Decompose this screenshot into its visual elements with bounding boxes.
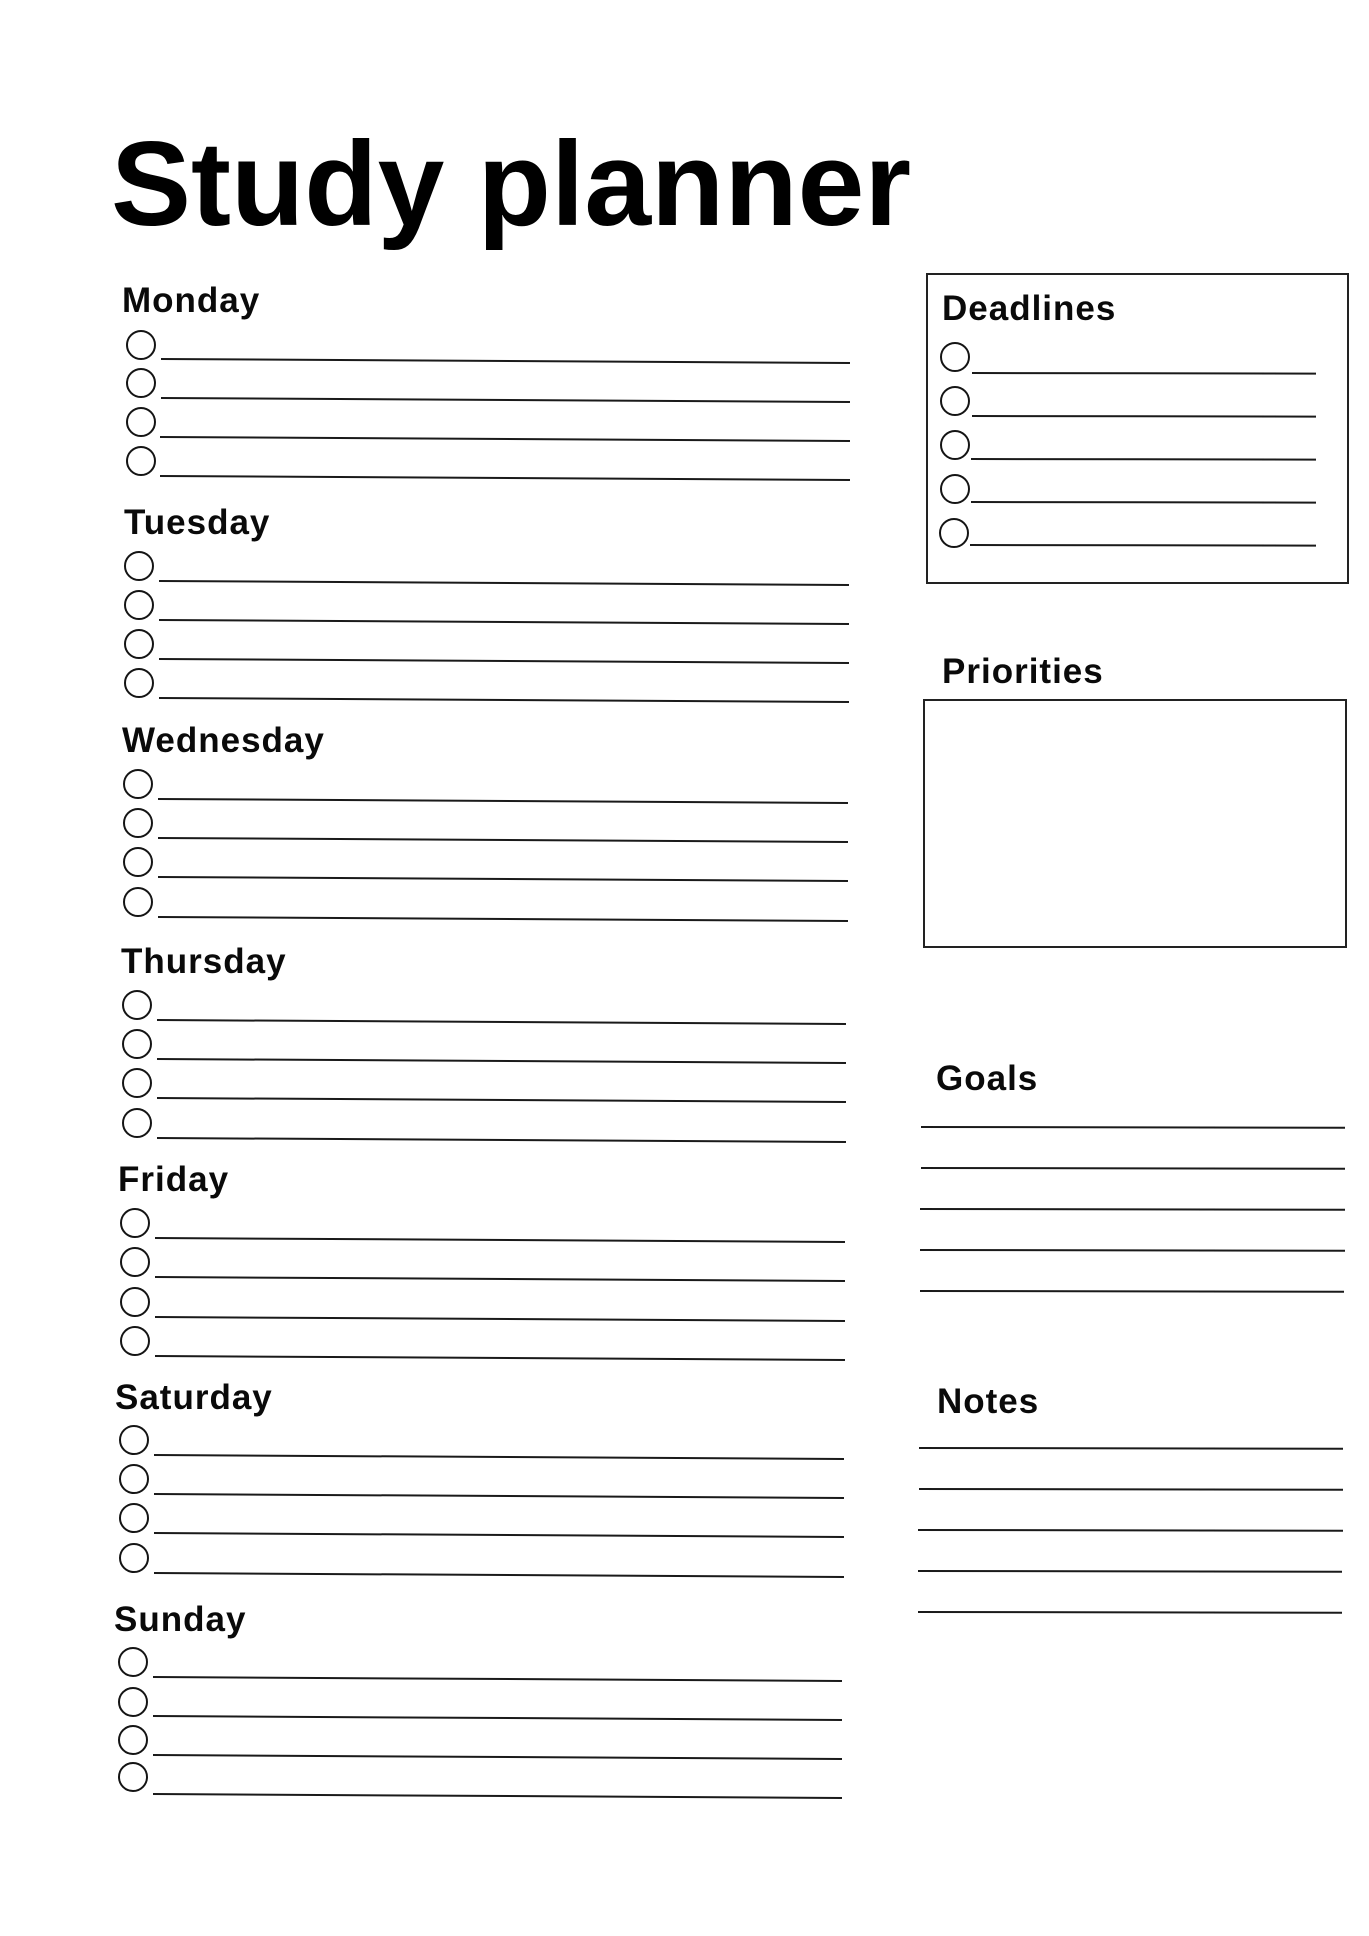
deadline-checkbox-icon[interactable] bbox=[939, 518, 969, 548]
task-line[interactable] bbox=[157, 1019, 846, 1025]
task-line[interactable] bbox=[153, 1676, 842, 1682]
day-label-monday: Monday bbox=[122, 281, 261, 320]
goal-line[interactable] bbox=[921, 1126, 1345, 1129]
goal-line[interactable] bbox=[920, 1208, 1345, 1211]
deadline-checkbox-icon[interactable] bbox=[940, 386, 970, 416]
task-checkbox-icon[interactable] bbox=[124, 590, 154, 620]
goal-line[interactable] bbox=[920, 1290, 1344, 1293]
task-line[interactable] bbox=[158, 876, 848, 882]
task-line[interactable] bbox=[159, 580, 849, 586]
day-label-sunday: Sunday bbox=[114, 1600, 247, 1639]
task-checkbox-icon[interactable] bbox=[123, 769, 153, 799]
task-checkbox-icon[interactable] bbox=[124, 668, 154, 698]
task-line[interactable] bbox=[160, 436, 850, 442]
task-checkbox-icon[interactable] bbox=[126, 330, 156, 360]
task-line[interactable] bbox=[157, 1097, 846, 1103]
page-title: Study planner bbox=[111, 117, 912, 251]
task-line[interactable] bbox=[157, 1058, 846, 1064]
task-line[interactable] bbox=[161, 397, 850, 403]
task-checkbox-icon[interactable] bbox=[123, 887, 153, 917]
task-checkbox-icon[interactable] bbox=[120, 1287, 150, 1317]
task-line[interactable] bbox=[159, 697, 849, 703]
task-checkbox-icon[interactable] bbox=[123, 847, 153, 877]
day-label-friday: Friday bbox=[118, 1160, 230, 1199]
priorities-heading: Priorities bbox=[942, 652, 1104, 691]
note-line[interactable] bbox=[918, 1611, 1342, 1614]
task-line[interactable] bbox=[153, 1793, 842, 1799]
day-label-tuesday: Tuesday bbox=[124, 503, 271, 542]
goal-line[interactable] bbox=[921, 1167, 1345, 1170]
deadlines-heading: Deadlines bbox=[942, 289, 1117, 328]
task-checkbox-icon[interactable] bbox=[118, 1725, 148, 1755]
task-line[interactable] bbox=[159, 619, 849, 625]
task-line[interactable] bbox=[161, 358, 850, 364]
deadline-checkbox-icon[interactable] bbox=[940, 430, 970, 460]
task-line[interactable] bbox=[153, 1754, 842, 1760]
deadline-checkbox-icon[interactable] bbox=[940, 474, 970, 504]
task-checkbox-icon[interactable] bbox=[122, 990, 152, 1020]
task-checkbox-icon[interactable] bbox=[119, 1425, 149, 1455]
note-line[interactable] bbox=[918, 1570, 1342, 1573]
task-line[interactable] bbox=[158, 837, 848, 843]
note-line[interactable] bbox=[918, 1529, 1343, 1532]
task-line[interactable] bbox=[157, 1137, 846, 1143]
task-checkbox-icon[interactable] bbox=[124, 629, 154, 659]
task-line[interactable] bbox=[158, 798, 848, 804]
task-line[interactable] bbox=[154, 1572, 844, 1578]
task-checkbox-icon[interactable] bbox=[122, 1029, 152, 1059]
notes-heading: Notes bbox=[937, 1382, 1040, 1421]
task-checkbox-icon[interactable] bbox=[124, 551, 154, 581]
task-checkbox-icon[interactable] bbox=[119, 1543, 149, 1573]
task-line[interactable] bbox=[155, 1316, 845, 1322]
task-checkbox-icon[interactable] bbox=[120, 1326, 150, 1356]
goal-line[interactable] bbox=[920, 1249, 1345, 1252]
task-line[interactable] bbox=[154, 1493, 844, 1499]
task-line[interactable] bbox=[155, 1276, 845, 1282]
task-checkbox-icon[interactable] bbox=[118, 1647, 148, 1677]
task-checkbox-icon[interactable] bbox=[126, 407, 156, 437]
task-checkbox-icon[interactable] bbox=[126, 446, 156, 476]
task-line[interactable] bbox=[160, 475, 850, 481]
task-checkbox-icon[interactable] bbox=[119, 1503, 149, 1533]
task-line[interactable] bbox=[155, 1355, 845, 1361]
task-checkbox-icon[interactable] bbox=[122, 1068, 152, 1098]
note-line[interactable] bbox=[919, 1488, 1343, 1491]
task-line[interactable] bbox=[154, 1532, 844, 1538]
task-line[interactable] bbox=[159, 658, 849, 664]
task-checkbox-icon[interactable] bbox=[120, 1208, 150, 1238]
task-checkbox-icon[interactable] bbox=[119, 1464, 149, 1494]
day-label-thursday: Thursday bbox=[121, 942, 287, 981]
task-line[interactable] bbox=[158, 916, 848, 922]
deadline-checkbox-icon[interactable] bbox=[940, 342, 970, 372]
task-line[interactable] bbox=[155, 1237, 845, 1243]
task-checkbox-icon[interactable] bbox=[122, 1108, 152, 1138]
task-checkbox-icon[interactable] bbox=[118, 1687, 148, 1717]
task-line[interactable] bbox=[154, 1454, 844, 1460]
goals-heading: Goals bbox=[936, 1059, 1039, 1098]
note-line[interactable] bbox=[919, 1447, 1343, 1450]
task-checkbox-icon[interactable] bbox=[123, 808, 153, 838]
task-checkbox-icon[interactable] bbox=[120, 1247, 150, 1277]
priorities-box[interactable] bbox=[923, 699, 1347, 948]
day-label-wednesday: Wednesday bbox=[122, 721, 325, 760]
task-checkbox-icon[interactable] bbox=[126, 368, 156, 398]
day-label-saturday: Saturday bbox=[115, 1378, 273, 1417]
task-line[interactable] bbox=[153, 1715, 842, 1721]
task-checkbox-icon[interactable] bbox=[118, 1762, 148, 1792]
